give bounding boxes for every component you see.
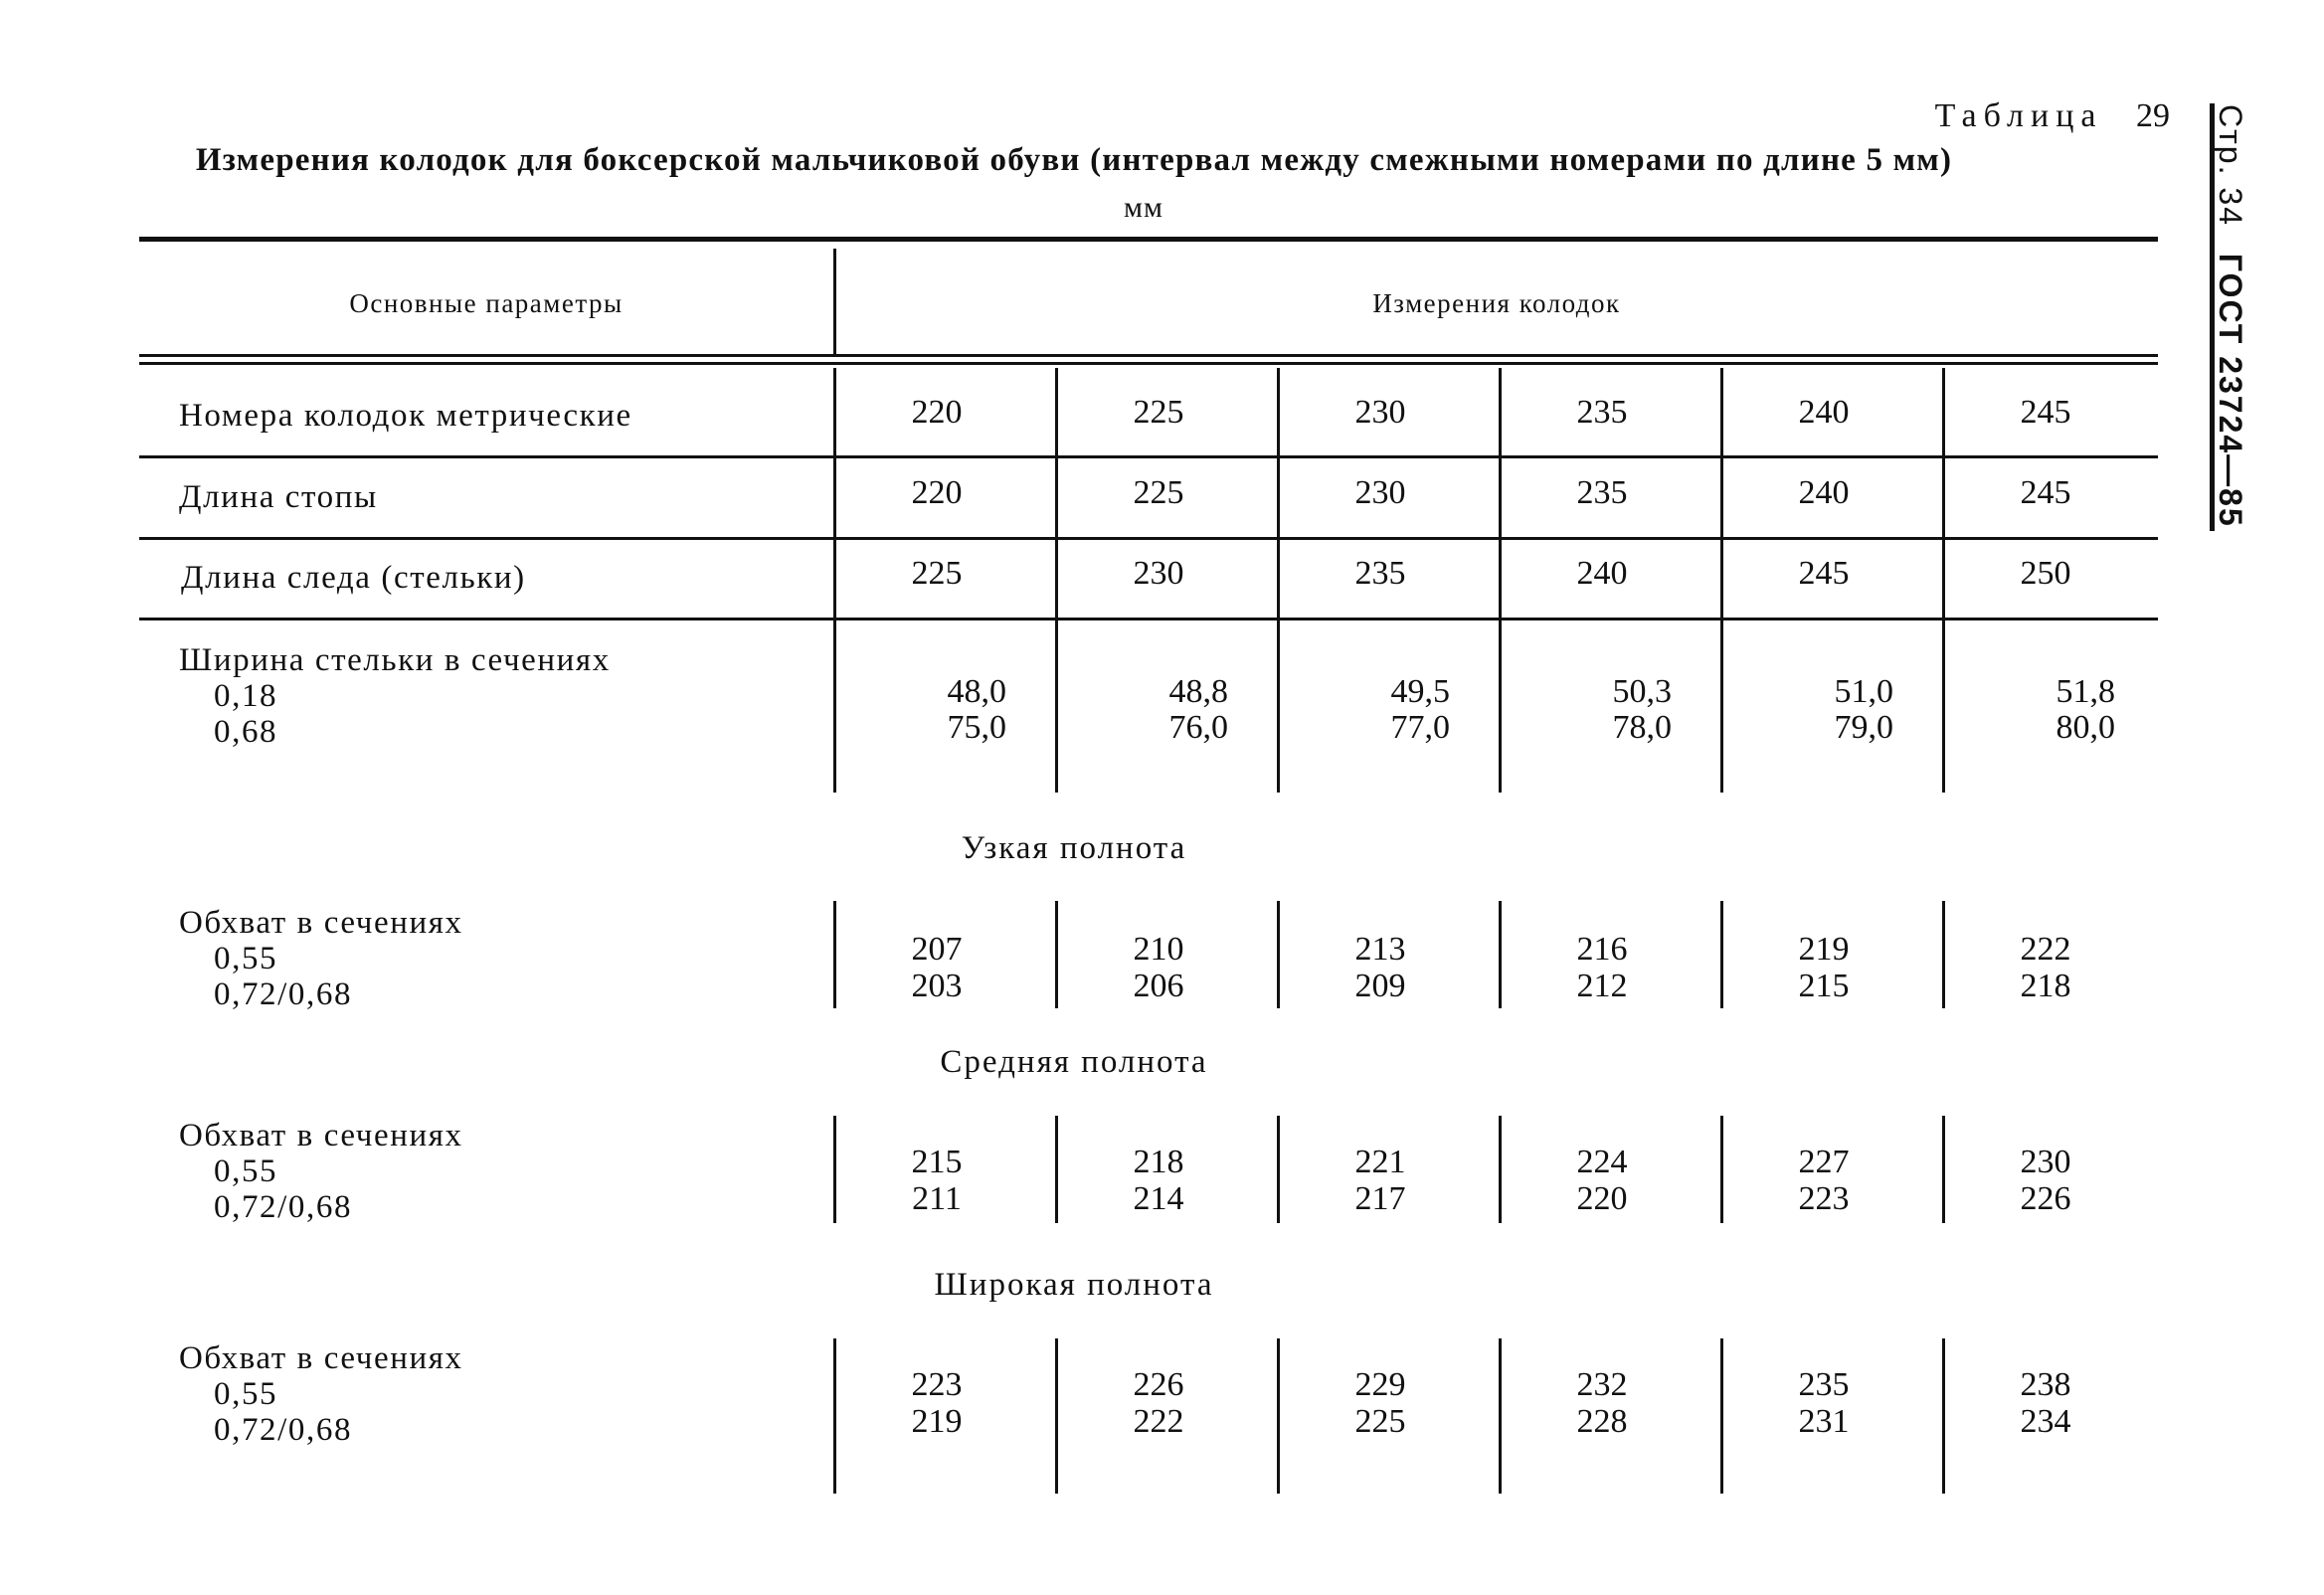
- insole-width-section-1: 0,18: [214, 678, 278, 714]
- wide-divider: [1055, 1338, 1058, 1494]
- medium-divider: [1942, 1116, 1945, 1223]
- cell-wide-055: 238: [2020, 1366, 2071, 1403]
- cell-wide-072: 228: [1576, 1403, 1628, 1440]
- cell-narrow-072: 206: [1133, 968, 1184, 1004]
- row-rule-2: [139, 537, 2158, 540]
- medium-divider: [1499, 1116, 1502, 1223]
- row-label-insole-width: Ширина стельки в сечениях: [179, 642, 611, 678]
- medium-divider: [1720, 1116, 1723, 1223]
- cell-size-235: 235: [1576, 394, 1628, 431]
- section-title-medium: Средняя полнота: [940, 1044, 1208, 1080]
- insole-width-section-2: 0,68: [214, 714, 278, 750]
- column-header-measurements: Измерения колодок: [1372, 288, 1621, 318]
- cell-narrow-055: 222: [2020, 931, 2071, 968]
- header-rule-2: [139, 362, 2158, 365]
- column-header-params: Основные параметры: [349, 288, 624, 318]
- cell-insole-width: 49,5: [1390, 673, 1450, 710]
- table-label: [1935, 97, 2170, 135]
- side-page-number: Стр. 34: [2213, 104, 2248, 227]
- cell-medium-055: 221: [1354, 1144, 1406, 1180]
- cell-insole-width: 76,0: [1168, 709, 1228, 746]
- cell-insole-length: 235: [1354, 555, 1406, 592]
- row-rule-1: [139, 455, 2158, 458]
- cell-size-225: 225: [1133, 394, 1184, 431]
- cell-wide-072: 219: [911, 1403, 963, 1440]
- cell-narrow-072: 212: [1576, 968, 1628, 1004]
- cell-insole-width: 51,8: [2056, 673, 2115, 710]
- cell-insole-length: 245: [1798, 555, 1850, 592]
- section-title-narrow: Узкая полнота: [961, 830, 1187, 866]
- cell-insole-width: 77,0: [1390, 709, 1450, 746]
- narrow-divider: [1277, 901, 1280, 1008]
- section-narrow-sub2: 0,72/0,68: [214, 976, 353, 1012]
- col-divider-0: [833, 368, 836, 793]
- narrow-divider: [833, 901, 836, 1008]
- cell-foot-length: 235: [1576, 474, 1628, 511]
- table-label-word: Таблица: [1934, 97, 2103, 134]
- row-label-foot-length: Длина стопы: [179, 479, 378, 515]
- narrow-divider: [1942, 901, 1945, 1008]
- section-medium-label: Обхват в сечениях: [179, 1118, 463, 1153]
- narrow-divider: [1055, 901, 1058, 1008]
- cell-medium-055: 230: [2020, 1144, 2071, 1180]
- cell-narrow-055: 207: [911, 931, 963, 968]
- col-divider-2: [1277, 368, 1280, 793]
- table-title: Измерения колодок для боксерской мальчиковой обуви (интервал между смежными номерами по длине 5 мм): [195, 142, 1953, 178]
- cell-wide-072: 222: [1133, 1403, 1184, 1440]
- cell-insole-width: 78,0: [1612, 709, 1672, 746]
- medium-divider: [833, 1116, 836, 1223]
- header-rule-1: [139, 354, 2158, 357]
- cell-medium-055: 227: [1798, 1144, 1850, 1180]
- cell-medium-072: 217: [1354, 1180, 1406, 1217]
- cell-medium-072: 214: [1133, 1180, 1184, 1217]
- cell-wide-055: 235: [1798, 1366, 1850, 1403]
- cell-medium-072: 211: [912, 1180, 962, 1217]
- cell-medium-072: 226: [2020, 1180, 2071, 1217]
- table-number: 29: [2136, 97, 2170, 134]
- row-label-size-numbers: Номера колодок метрические: [179, 398, 632, 434]
- cell-narrow-055: 210: [1133, 931, 1184, 968]
- side-running-header: [2213, 104, 2248, 528]
- row-rule-3: [139, 618, 2158, 620]
- cell-narrow-055: 219: [1798, 931, 1850, 968]
- cell-medium-055: 218: [1133, 1144, 1184, 1180]
- cell-narrow-072: 209: [1354, 968, 1406, 1004]
- col-divider-1: [1055, 368, 1058, 793]
- top-rule: [139, 237, 2158, 242]
- wide-divider: [1277, 1338, 1280, 1494]
- narrow-divider: [1720, 901, 1723, 1008]
- section-medium-sub1: 0,55: [214, 1153, 278, 1189]
- cell-medium-072: 223: [1798, 1180, 1850, 1217]
- section-medium-sub2: 0,72/0,68: [214, 1189, 353, 1225]
- wide-divider: [1942, 1338, 1945, 1494]
- section-title-wide: Широкая полнота: [934, 1267, 1214, 1303]
- cell-foot-length: 245: [2020, 474, 2071, 511]
- section-wide-sub1: 0,55: [214, 1376, 278, 1412]
- cell-foot-length: 225: [1133, 474, 1184, 511]
- cell-insole-width: 51,0: [1834, 673, 1893, 710]
- cell-insole-length: 225: [911, 555, 963, 592]
- cell-wide-055: 232: [1576, 1366, 1628, 1403]
- cell-size-220: 220: [911, 394, 963, 431]
- cell-insole-width: 80,0: [2056, 709, 2115, 746]
- cell-wide-072: 231: [1798, 1403, 1850, 1440]
- cell-medium-055: 224: [1576, 1144, 1628, 1180]
- row-label-insole-length: Длина следа (стельки): [181, 560, 526, 596]
- cell-narrow-055: 213: [1354, 931, 1406, 968]
- cell-insole-length: 250: [2020, 555, 2071, 592]
- section-wide-label: Обхват в сечениях: [179, 1340, 463, 1376]
- cell-insole-width: 48,8: [1168, 673, 1228, 710]
- cell-insole-length: 230: [1133, 555, 1184, 592]
- section-wide-sub2: 0,72/0,68: [214, 1412, 353, 1448]
- section-narrow-sub1: 0,55: [214, 941, 278, 976]
- medium-divider: [1277, 1116, 1280, 1223]
- cell-wide-055: 229: [1354, 1366, 1406, 1403]
- side-standard-code: ГОСТ 23724—85: [2213, 253, 2248, 528]
- cell-narrow-072: 218: [2020, 968, 2071, 1004]
- cell-narrow-055: 216: [1576, 931, 1628, 968]
- cell-insole-width: 48,0: [947, 673, 1006, 710]
- cell-wide-072: 234: [2020, 1403, 2071, 1440]
- cell-narrow-072: 203: [911, 968, 963, 1004]
- cell-narrow-072: 215: [1798, 968, 1850, 1004]
- cell-medium-055: 215: [911, 1144, 963, 1180]
- cell-foot-length: 230: [1354, 474, 1406, 511]
- cell-wide-055: 226: [1133, 1366, 1184, 1403]
- col-divider-3: [1499, 368, 1502, 793]
- section-narrow-label: Обхват в сечениях: [179, 905, 463, 941]
- cell-foot-length: 220: [911, 474, 963, 511]
- cell-size-245: 245: [2020, 394, 2071, 431]
- medium-divider: [1055, 1116, 1058, 1223]
- col-divider-4: [1720, 368, 1723, 793]
- wide-divider: [1499, 1338, 1502, 1494]
- cell-insole-width: 79,0: [1834, 709, 1893, 746]
- unit-label: мм: [1124, 191, 1163, 224]
- cell-size-230: 230: [1354, 394, 1406, 431]
- wide-divider: [833, 1338, 836, 1494]
- col-divider-5: [1942, 368, 1945, 793]
- narrow-divider: [1499, 901, 1502, 1008]
- cell-insole-width: 75,0: [947, 709, 1006, 746]
- wide-divider: [1720, 1338, 1723, 1494]
- cell-wide-072: 225: [1354, 1403, 1406, 1440]
- cell-insole-width: 50,3: [1612, 673, 1672, 710]
- cell-insole-length: 240: [1576, 555, 1628, 592]
- cell-medium-072: 220: [1576, 1180, 1628, 1217]
- cell-wide-055: 223: [911, 1366, 963, 1403]
- cell-foot-length: 240: [1798, 474, 1850, 511]
- cell-size-240: 240: [1798, 394, 1850, 431]
